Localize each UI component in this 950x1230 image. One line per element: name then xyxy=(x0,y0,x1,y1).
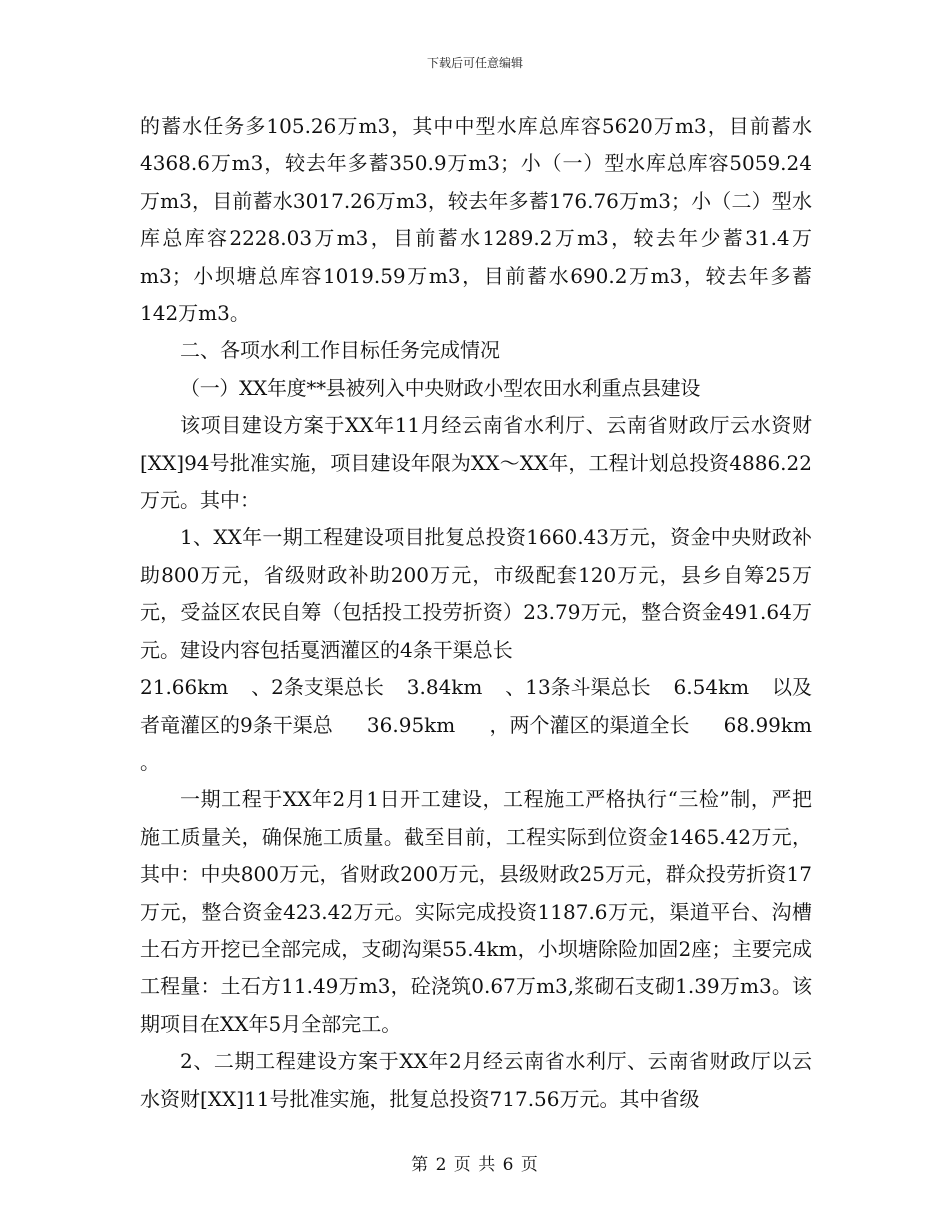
channel-length-item: 6.54km xyxy=(673,675,750,700)
document-body xyxy=(140,108,812,1118)
paragraph-phase-one-progress: 一期工程于XX年2月1日开工建设，工程施工严格执行“三检”制，严把施工质量关，确保施工质量。截至目前，工程实际到位资金1465.42万元，其中：中央800万元，省财政200万元，县级财政25万元，群众投劳折资17万元，整合资金423.42万元。实际完成投资1187.6万元，渠道平台、沟槽土石方开挖已全部完成，支砌沟渠55.4km，小坝塘除险加固2座；主要完成工程量：土石方11.49万m3，砼浇筑0.67万m3,浆砌石支砌1.39万m3。该期项目在XX年5月全部完工。 xyxy=(140,787,812,1036)
paragraph-phase-two-plan: 2、二期工程建设方案于XX年2月经云南省水利厅、云南省财政厅以云水资财[XX]11号批准实施，批复总投资717.56万元。其中省级 xyxy=(140,1049,812,1111)
channel-length-line-1 xyxy=(140,669,812,706)
channel-length-item: 3.84km xyxy=(406,675,483,700)
page-number: 第 2 页 共 6 页 xyxy=(411,1155,539,1175)
paragraph-reservoir-storage: 的蓄水任务多105.26万m3，其中中型水库总库容5620万m3，目前蓄水4368.6万m3，较去年多蓄350.9万m3；小（一）型水库总库容5059.24万m3，目前蓄水3017.26万m3，较去年多蓄176.76万m3；小（二）型水库总库容2228.03万m3，目前蓄水1289.2万m3，较去年少蓄31.4万m3；小坝塘总库容1019.59万m3，目前蓄水690.2万m3，较去年多蓄142万m3。 xyxy=(140,114,812,326)
section-heading-2: 二、各项水利工作目标任务完成情况 xyxy=(180,338,500,363)
paragraph-project-plan: 该项目建设方案于XX年11月经云南省水利厅、云南省财政厅云水资财[XX]94号批准实施，项目建设年限为XX～XX年，工程计划总投资4886.22万元。其中： xyxy=(140,413,812,513)
channel-length-item: 者竜灌区的9条干渠总 xyxy=(140,712,333,737)
paragraph-phase-one-funding: 1、XX年一期工程建设项目批复总投资1660.43万元，资金中央财政补助800万元，省级财政补助200万元，市级配套120万元，县乡自筹25万元，受益区农民自筹（包括投工投劳折资）23.79万元，整合资金491.64万元。建设内容包括戛洒灌区的4条干渠总长 xyxy=(140,525,812,662)
page-header-note: 下载后可任意编辑 xyxy=(426,56,523,70)
channel-length-item: 以及 xyxy=(772,675,812,700)
channel-length-item: 36.95km xyxy=(366,712,456,737)
channel-length-item: ，两个灌区的渠道全长 xyxy=(489,712,690,737)
channel-length-item: 、13条斗渠总长 xyxy=(505,675,651,700)
channel-length-item: 68.99km xyxy=(723,712,812,737)
channel-length-end-mark: 。 xyxy=(140,749,160,774)
channel-length-item: 、2条支渠总长 xyxy=(251,675,384,700)
subsection-heading-1: （一）XX年度**县被列入中央财政小型农田水利重点县建设 xyxy=(180,375,701,400)
channel-length-item: 21.66km xyxy=(140,675,229,700)
channel-length-line-2 xyxy=(140,707,812,744)
